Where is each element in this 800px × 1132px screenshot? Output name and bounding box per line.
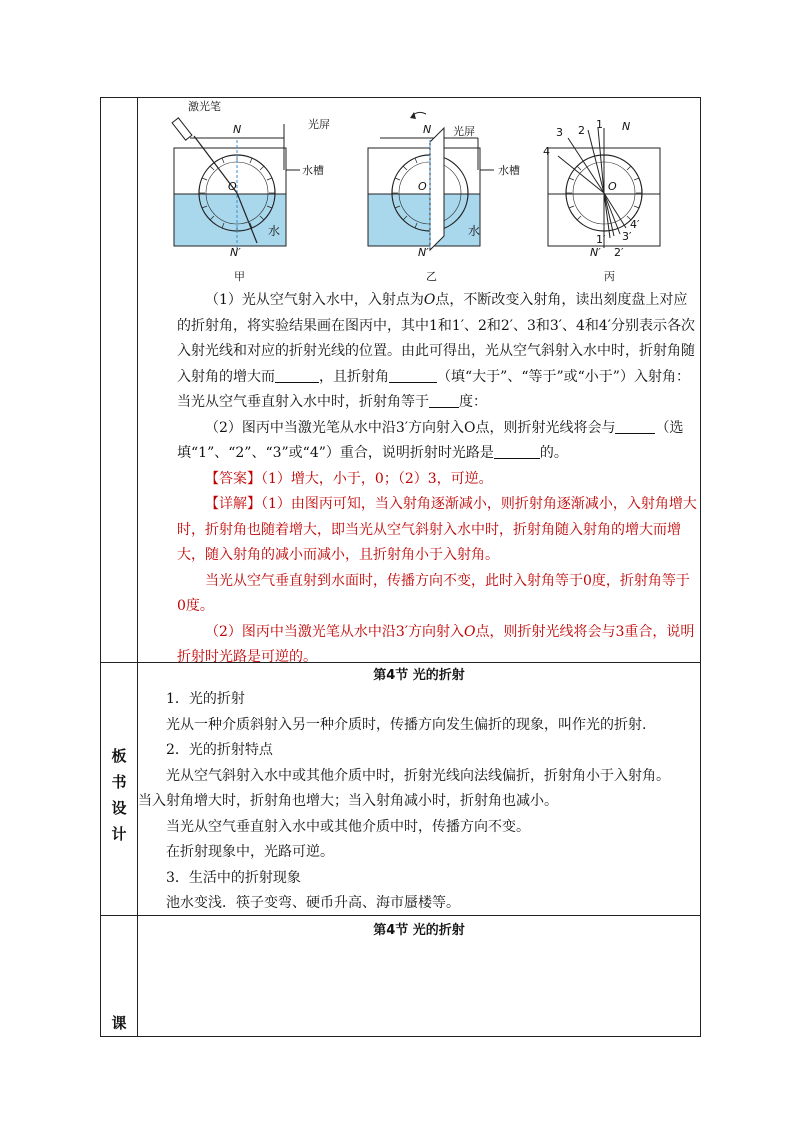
figure-jia <box>162 98 332 283</box>
board-title: 第4节 光的折射 <box>373 668 465 683</box>
water-label: 水 <box>468 224 481 238</box>
normal-Np-label: N′ <box>590 246 601 259</box>
course-title: 第4节 光的折射 <box>373 923 465 938</box>
point-O-label: O <box>608 180 617 193</box>
figure-caption: 甲 <box>234 270 245 283</box>
board-cell <box>138 663 700 915</box>
answer-blank[interactable] <box>275 368 319 383</box>
screen-label: 光屏 <box>453 125 475 138</box>
answer-blank[interactable] <box>615 419 655 434</box>
laser-label: 激光笔 <box>188 100 221 113</box>
board-line: 在折射现象中，光路可逆。 <box>166 844 334 860</box>
board-line: 2．光的折射特点 <box>166 742 273 758</box>
board-content <box>138 687 694 917</box>
ray-label-3p: 3′ <box>622 230 632 243</box>
point-O-label: O <box>228 180 237 193</box>
board-line: 池水变浅．筷子变弯、硬币升高、海市蜃楼等。 <box>166 895 460 911</box>
board-line: 当光从空气垂直射入水中或其他介质中时，传播方向不变。 <box>166 818 530 835</box>
explanation-p2: 当光从空气垂直射到水面时，传播方向不变，此时入射角等于0度，折射角等于0度。 <box>177 572 690 614</box>
screen-label: 光屏 <box>308 118 330 131</box>
explanation-p3: （2）图丙中当激光笔从水中沿3′方向射入O点，则折射光线将会与3重合，说明折射时光路是可逆的。 <box>177 623 695 665</box>
exercise-cell <box>138 98 700 665</box>
question-part-2: （2）图丙中当激光笔从水中沿3′方向射入O点，则折射光线将会与 （选填“1”、“2”、“3”或“4”）重合，说明折射时光路是 的。 <box>177 419 684 461</box>
question-part-1: （1）光从空气射入水中，入射点为O点，不断改变入射角，读出刻度盘上对应的折射角，将实验结果画在图丙中，其中1和1′、2和2′、3和3′、4和4′分别表示各次入射光线和对应的折射光线的位置。由此可得出，光从空气斜射入水中时，折射角随入射角的增大而 ，且折射角 （填“大于”、“等于”或“小于”）入射角：当光从空气垂直射入水中时，折射角等于 度： <box>177 292 695 410</box>
figure-yi <box>360 98 510 283</box>
figure-caption: 乙 <box>426 270 437 283</box>
board-design-label: 板 书 设 计 <box>111 747 127 843</box>
normal-N-label: N <box>233 123 242 136</box>
lesson-table <box>100 97 701 1037</box>
ray-label-2p: 2′ <box>614 246 624 259</box>
ray-label-4: 4 <box>543 145 550 158</box>
board-line: 当入射角增大时，折射角也增大；当入射角减小时，折射角也减小。 <box>138 793 558 809</box>
answer-blank[interactable] <box>389 368 437 383</box>
normal-N-label: N <box>622 120 631 133</box>
course-cell <box>138 916 700 1036</box>
ray-label-1: 1 <box>596 118 603 131</box>
board-line: 3．生活中的折射现象 <box>166 869 301 886</box>
board-line: 光从一种介质斜射入另一种介质时，传播方向发生偏折的现象，叫作光的折射. <box>166 716 647 733</box>
ray-label-1p: 1′ <box>596 233 606 246</box>
normal-Np-label: N′ <box>230 246 241 259</box>
tank-label: 水槽 <box>498 164 520 177</box>
tank-label: 水槽 <box>302 164 324 177</box>
board-line: 光从空气斜射入水中或其他介质中时，折射光线向法线偏折，折射角小于入射角。 <box>166 767 670 784</box>
ray-label-2: 2 <box>578 124 585 137</box>
normal-Np-label: N′ <box>418 246 429 259</box>
normal-N-label: N <box>423 123 432 136</box>
course-label: 课 <box>111 1014 127 1032</box>
point-O-label: O <box>418 180 427 193</box>
answer-blank[interactable] <box>429 393 459 408</box>
question-block <box>177 288 697 671</box>
ray-label-3: 3 <box>556 126 563 139</box>
water-label: 水 <box>268 224 281 238</box>
figure-caption: 丙 <box>604 270 615 283</box>
answer-blank[interactable] <box>494 444 540 459</box>
answer-line: 【答案】（1）增大，小于，0；（2）3，可逆。 <box>205 470 493 487</box>
ray-label-4p: 4′ <box>630 218 640 231</box>
explanation-p1: 【详解】（1）由图丙可知，当入射角逐渐减小，则折射角逐渐减小，入射角增大时，折射角也随着增大，即当光从空气斜射入水中时，折射角随入射角的增大而增大，随入射角的减小而减小，且折射角小于入射角。 <box>177 496 697 563</box>
board-line: 1．光的折射 <box>166 691 245 707</box>
